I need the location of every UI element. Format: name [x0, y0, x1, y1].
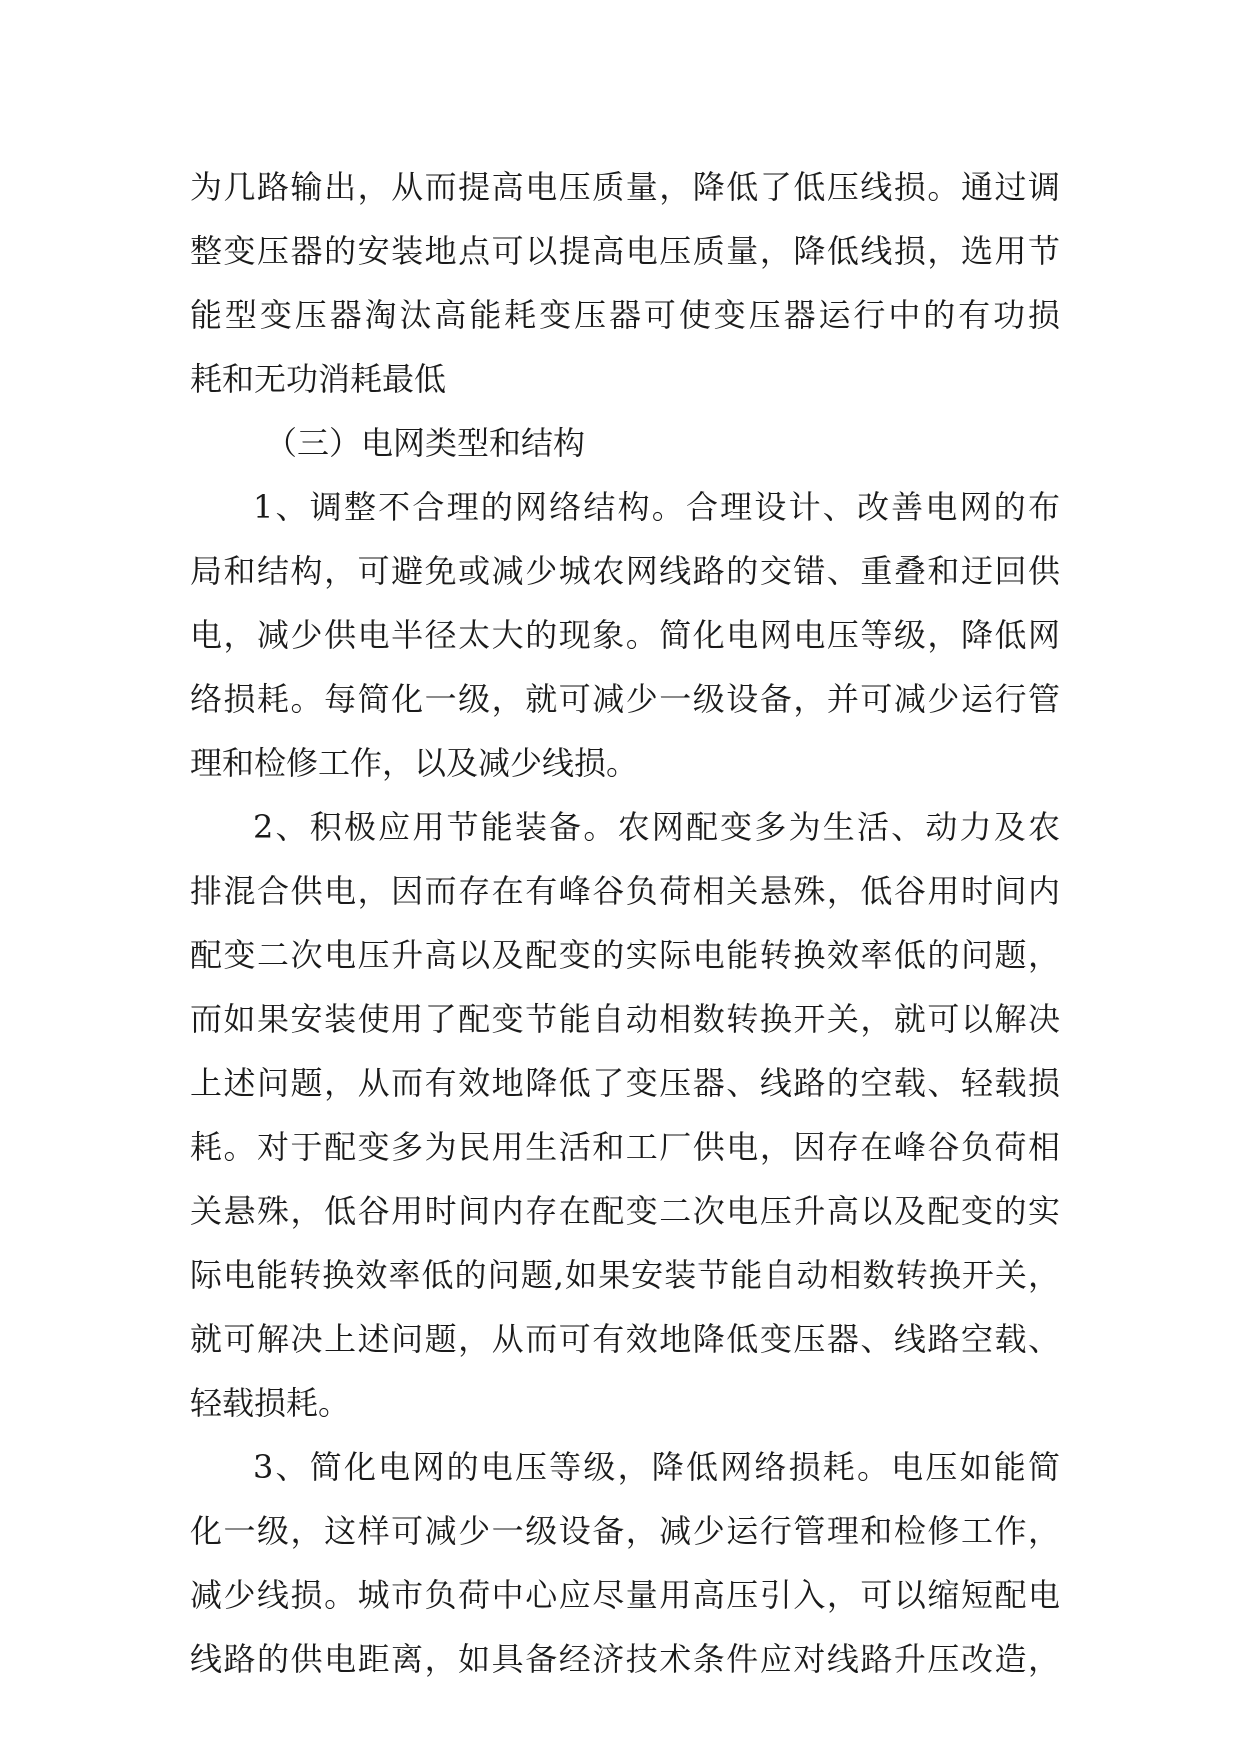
text-line: 理和检修工作，以及减少线损。 [190, 744, 639, 782]
text-line: 整变压器的安装地点可以提高电压质量，降低线损，选用节 [190, 232, 1060, 270]
text-line: 就可解决上述问题，从而可有效地降低变压器、线路空载、 [190, 1320, 1060, 1358]
text-line: 排混合供电，因而存在有峰谷负荷相关悬殊，低谷用时间内 [190, 872, 1060, 910]
text-line: 2、积极应用节能装备。农网配变多为生活、动力及农 [253, 808, 1060, 846]
text-line: 耗和无功消耗最低 [190, 360, 447, 398]
text-line: 络损耗。每简化一级，就可减少一级设备，并可减少运行管 [190, 680, 1060, 718]
text-line: 配变二次电压升高以及配变的实际电能转换效率低的问题， [190, 936, 1060, 974]
section-heading: （三）电网类型和结构 [265, 424, 586, 462]
text-line: 3、简化电网的电压等级，降低网络损耗。电压如能简 [253, 1448, 1060, 1486]
text-line: 轻载损耗。 [190, 1384, 351, 1422]
text-line: 关悬殊，低谷用时间内存在配变二次电压升高以及配变的实 [190, 1192, 1060, 1230]
text-line: 能型变压器淘汰高能耗变压器可使变压器运行中的有功损 [190, 296, 1060, 334]
text-line: 1、调整不合理的网络结构。合理设计、改善电网的布 [253, 488, 1060, 526]
text-line: 而如果安装使用了配变节能自动相数转换开关，就可以解决 [190, 1000, 1060, 1038]
text-line: 耗。对于配变多为民用生活和工厂供电，因存在峰谷负荷相 [190, 1128, 1060, 1166]
text-line: 化一级，这样可减少一级设备，减少运行管理和检修工作， [190, 1512, 1060, 1550]
text-line: 减少线损。城市负荷中心应尽量用高压引入，可以缩短配电 [190, 1576, 1060, 1614]
document-body [190, 155, 1060, 1691]
text-line: 际电能转换效率低的问题,如果安装节能自动相数转换开关， [190, 1256, 1060, 1294]
text-line: 电，减少供电半径太大的现象。简化电网电压等级，降低网 [190, 616, 1060, 654]
text-line: 为几路输出，从而提高电压质量，降低了低压线损。通过调 [190, 168, 1060, 206]
text-line: 上述问题，从而有效地降低了变压器、线路的空载、轻载损 [190, 1064, 1060, 1102]
text-line: 局和结构，可避免或减少城农网线路的交错、重叠和迂回供 [190, 552, 1060, 590]
text-line: 线路的供电距离，如具备经济技术条件应对线路升压改造， [190, 1640, 1060, 1678]
